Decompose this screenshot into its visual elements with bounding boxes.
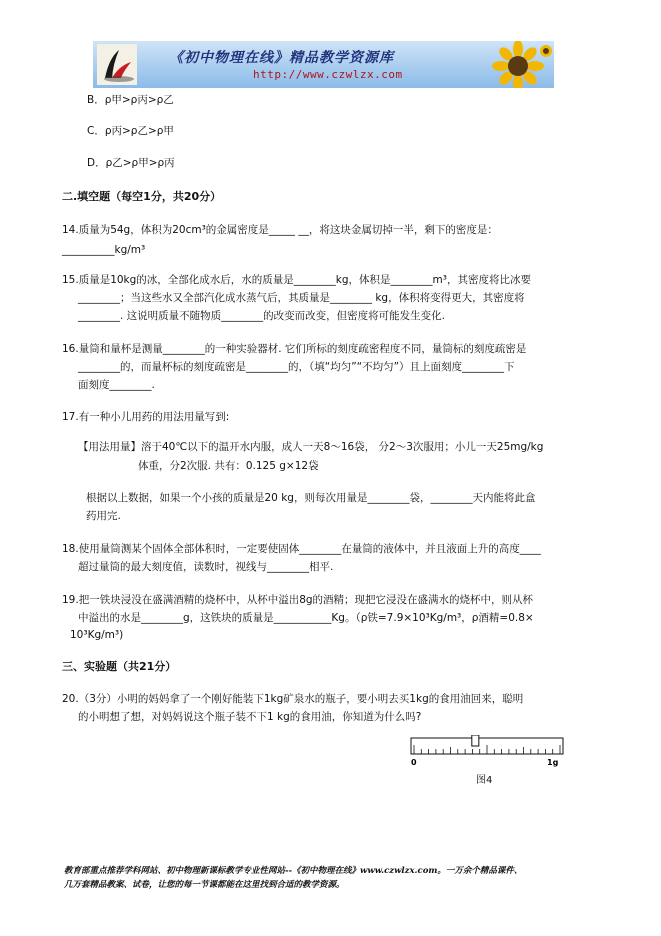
footer-line-1: 教育部重点推荐学科网站、初中物理新课标教学专业性网站--《初中物理在线》www.czwlzx.com。一万余个精品课件、 <box>64 866 523 876</box>
option-c-label: C． <box>87 125 105 137</box>
question-17-usage-line-1: 【用法用量】溶于40℃以下的温开水内服，成人一天8～16袋， 分2～3次服用；小儿一天25mg/kg <box>78 441 544 453</box>
sunflower-icon <box>478 41 552 88</box>
rider-marker <box>472 735 479 746</box>
question-15-line-1: 15.质量是10kg的冰，全部化成水后，水的质量是________kg，体积是________m³，其密度将比冰要 <box>62 274 531 286</box>
scale-end-label: 1g <box>547 758 559 767</box>
question-17-line-4: 根据以上数据，如果一个小孩的质量是20 kg，则每次用量是________袋，________天内能将此盒 <box>86 492 536 504</box>
rider-scale-drawing <box>408 735 568 771</box>
question-20-line-1: 20.（3分）小明的妈妈拿了一个刚好能装下1kg矿泉水的瓶子，要小明去买1kg的食用油回来，聪明 <box>62 693 524 705</box>
banner-title: 《初中物理在线》精品教学资源库 <box>169 50 394 66</box>
header-banner <box>93 41 554 88</box>
question-15-line-3: ________. 这说明质量不随物质________的改变而改变，但密度将可能发生变化. <box>78 310 446 322</box>
question-17-usage-line-2: 体重，分2次服. 共有：0.125 g×12袋 <box>138 460 319 472</box>
figure-caption: 图4 <box>476 775 493 786</box>
banner-url[interactable]: http://www.czwlzx.com <box>253 68 403 81</box>
footer-line-2: 几万套精品教案、试卷，让您的每一节课都能在这里找到合适的教学资源。 <box>64 880 345 890</box>
question-15-line-2: ________；当这些水又全部汽化成水蒸气后，其质量是________ kg，体积将变得更大，其密度将 <box>78 292 525 304</box>
option-d <box>87 156 175 170</box>
option-d-label: D． <box>87 157 106 169</box>
question-17-line-1: 17.有一种小儿用药的用法用量写到: <box>62 411 230 423</box>
site-logo <box>97 44 137 85</box>
question-18-line-2: 超过量筒的最大刻度值，读数时，视线与________相平. <box>78 561 334 573</box>
question-19-line-2: 中溢出的水是________g，这铁块的质量是___________Kg。（ρ铁=7.9×10³Kg/m³，ρ酒精=0.8× <box>78 612 534 624</box>
question-14-line-1: 14.质量为54g，体积为20cm³的金属密度是_____ __，将这块金属切掉一半，剩下的密度是： <box>62 224 498 236</box>
question-16-line-1: 16.量筒和量杯是测量________的一种实验器材. 它们所标的刻度疏密程度不同，量筒标的刻度疏密是 <box>62 343 527 355</box>
question-16-line-2: ________的，而量杯标的刻度疏密是________的，（填“均匀”“不均匀”）且上面刻度________下 <box>78 361 515 373</box>
option-b <box>87 93 174 107</box>
question-19-line-1: 19.把一铁块浸没在盛满酒精的烧杯中，从杯中溢出8g的酒精；现把它浸没在盛满水的烧杯中，则从杯 <box>62 594 534 606</box>
question-16-line-3: 面刻度________. <box>78 379 155 391</box>
scale-start-label: 0 <box>411 758 417 767</box>
question-17-line-5: 药用完. <box>86 510 121 522</box>
option-c-text: ρ丙>ρ乙>ρ甲 <box>104 125 174 137</box>
option-b-text: ρ甲>ρ丙>ρ乙 <box>104 94 174 106</box>
section-experiment-heading: 三、实验题（共21分） <box>62 660 177 673</box>
section-fill-blank-heading: 二.填空题（每空1分，共20分） <box>62 190 222 203</box>
option-d-text: ρ乙>ρ甲>ρ丙 <box>105 157 175 169</box>
question-20-line-2: 的小明想了想，对妈妈说这个瓶子装不下1 kg的食用油，你知道为什么吗? <box>78 711 422 723</box>
question-19-line-3: 10³Kg/m³) <box>70 629 124 641</box>
question-14-line-2: __________kg/m³ <box>62 244 146 256</box>
figure-rider-scale <box>408 735 568 771</box>
option-c <box>87 124 174 138</box>
option-b-label: B． <box>87 94 105 106</box>
question-18-line-1: 18.使用量筒测某个固体全部体积时，一定要使固体________在量筒的液体中，并且液面上升的高度____ <box>62 543 541 555</box>
